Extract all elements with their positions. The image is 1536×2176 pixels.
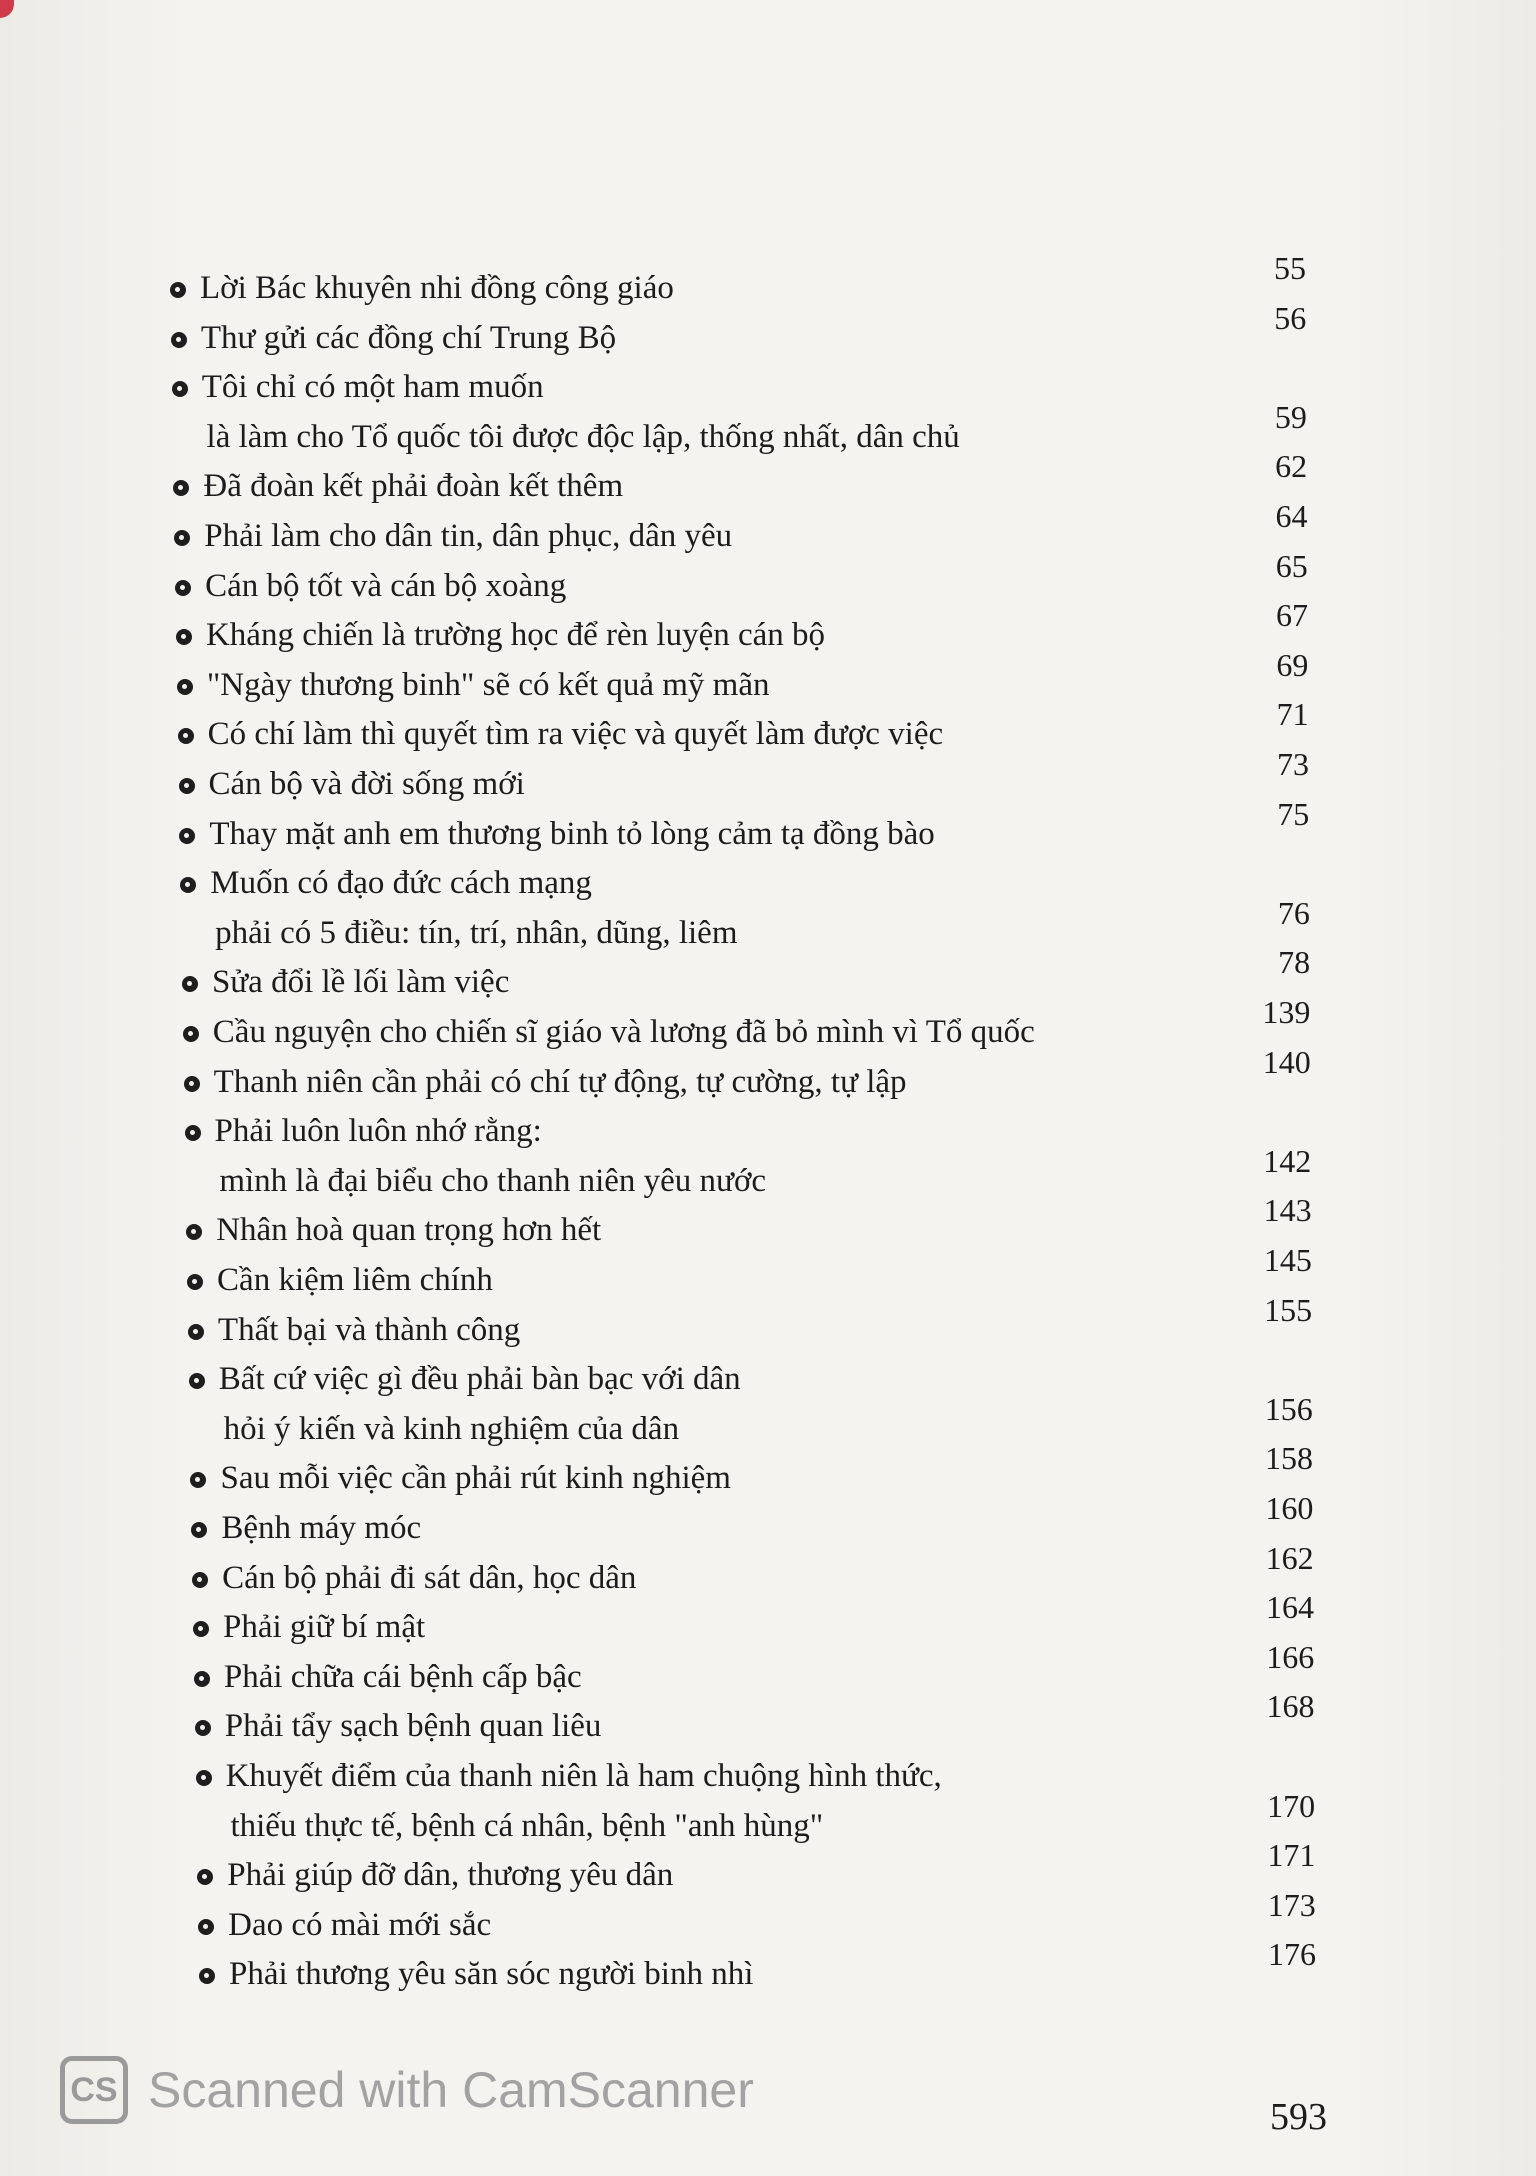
- toc-entry-title: Cán bộ và đời sống mới: [208, 766, 525, 802]
- watermark-text: Scanned with CamScanner: [148, 2062, 754, 2118]
- toc-entry-title-continued: là làm cho Tổ quốc tôi được độc lập, thống nhất, dân chủ: [206, 418, 960, 455]
- toc-entry-title: Phải luôn luôn nhớ rằng:: [214, 1113, 542, 1150]
- toc-entry-page: 78: [1278, 944, 1311, 981]
- toc-entry-title: Thư gửi các đồng chí Trung Bộ: [200, 319, 617, 356]
- toc-entry-page: 156: [1264, 1390, 1313, 1427]
- toc-entry-page: 140: [1262, 1043, 1311, 1080]
- toc-entry-page: 160: [1265, 1490, 1314, 1526]
- toc-entry-title: Muốn có đạo đức cách mạng: [210, 865, 592, 902]
- toc-entry-title: Bệnh máy móc: [221, 1510, 422, 1546]
- toc-entry-title: Có chí làm thì quyết tìm ra việc và quyết làm được việc: [207, 716, 944, 753]
- toc-entry-page: 142: [1263, 1142, 1312, 1179]
- toc-entry-title: Phải thương yêu săn sóc người binh nhì: [229, 1956, 754, 1993]
- toc-entry-title: Thay mặt anh em thương binh tỏ lòng cảm tạ đồng bào: [209, 815, 935, 852]
- toc-entry-title: Tôi chỉ có một ham muốn: [201, 369, 544, 406]
- bullet-icon: [195, 1720, 211, 1736]
- toc-entry-title: Cán bộ tốt và cán bộ xoàng: [205, 567, 567, 604]
- bullet-icon: [193, 1621, 209, 1637]
- toc-entry-title: Thất bại và thành công: [217, 1311, 521, 1348]
- toc-entry-page: 176: [1268, 1936, 1316, 1973]
- toc-entry-page: 65: [1275, 547, 1308, 584]
- toc-entry-title: Bất cứ việc gì đều phải bàn bạc với dân: [218, 1361, 741, 1398]
- toc-entry-title: Thanh niên cần phải có chí tự động, tự cường, tự lập: [213, 1063, 907, 1100]
- toc-entry-page: 59: [1274, 398, 1307, 435]
- toc-entry-title-continued: phải có 5 điều: tín, trí, nhân, dũng, liêm: [215, 914, 738, 951]
- toc-entry-page: 171: [1267, 1837, 1316, 1874]
- toc-entry-page: 55: [1274, 250, 1306, 286]
- bullet-icon: [198, 1919, 214, 1935]
- toc-entry-page: 168: [1266, 1688, 1315, 1725]
- bullet-icon: [171, 332, 187, 348]
- toc-entry-page: 173: [1267, 1886, 1316, 1923]
- bullet-icon: [197, 1869, 213, 1885]
- toc-entry-title: Cầu nguyện cho chiến sĩ giáo và lương đã bỏ mình vì Tổ quốc: [212, 1014, 1035, 1050]
- toc-entry-title: Dao có mài mới sắc: [228, 1906, 492, 1943]
- bullet-icon: [175, 580, 191, 596]
- toc-entry-title: Nhân hoà quan trọng hơn hết: [216, 1212, 602, 1249]
- toc-entry-page: 166: [1266, 1638, 1315, 1675]
- bullet-icon: [178, 728, 194, 744]
- toc-entry-page: 75: [1277, 795, 1310, 832]
- bullet-icon: [191, 1522, 207, 1538]
- toc-entry-title: Phải giúp đỡ dân, thương yêu dân: [227, 1857, 674, 1894]
- toc-entry-title: Sửa đổi lề lối làm việc: [211, 964, 510, 1001]
- toc-entry-page: 170: [1267, 1787, 1316, 1824]
- toc-entry-page: 145: [1263, 1242, 1312, 1278]
- toc-entry-page: 71: [1276, 696, 1309, 733]
- toc-entry-page: 62: [1275, 448, 1308, 485]
- bullet-icon: [177, 679, 193, 695]
- bullet-icon: [187, 1274, 203, 1290]
- toc-entry-title: Phải tẩy sạch bệnh quan liêu: [224, 1708, 602, 1745]
- page-number: 593: [1270, 2096, 1327, 2138]
- toc-entry-title-continued: mình là đại biểu cho thanh niên yêu nước: [219, 1162, 767, 1199]
- camscanner-watermark: [60, 2055, 754, 2125]
- bullet-icon: [176, 629, 192, 645]
- bullet-icon: [174, 530, 190, 546]
- bullet-icon: [179, 828, 195, 844]
- toc-entry-title: Kháng chiến là trường học để rèn luyện cán bộ: [205, 617, 826, 654]
- toc-entry-title: Đã đoàn kết phải đoàn kết thêm: [203, 468, 624, 505]
- bullet-icon: [190, 1472, 206, 1488]
- toc-entry-title: Phải giữ bí mật: [223, 1609, 426, 1646]
- bullet-icon: [189, 1373, 205, 1389]
- toc-entry-page: 162: [1265, 1539, 1314, 1576]
- toc-entry-title: Khuyết điểm của thanh niên là ham chuộng hình thức,: [225, 1758, 942, 1794]
- bullet-icon: [192, 1572, 208, 1588]
- toc-entry-page: 164: [1265, 1589, 1314, 1626]
- bullet-icon: [179, 778, 195, 794]
- bullet-icon: [180, 877, 196, 893]
- toc-entry-page: 64: [1275, 498, 1308, 534]
- toc-entry-page: 56: [1274, 299, 1307, 336]
- toc-entry-page: 76: [1277, 894, 1310, 931]
- toc-entry-page: 73: [1276, 746, 1309, 782]
- toc-entry-page: 155: [1264, 1291, 1313, 1328]
- toc-entry-page: 158: [1265, 1440, 1314, 1477]
- bullet-icon: [186, 1224, 202, 1240]
- bullet-icon: [170, 282, 186, 298]
- bullet-icon: [185, 1125, 201, 1141]
- toc-entry-title: Sau mỗi việc cần phải rút kinh nghiệm: [220, 1460, 731, 1497]
- bullet-icon: [194, 1671, 210, 1687]
- toc-entry-title: Cần kiệm liêm chính: [217, 1262, 493, 1298]
- toc-entry-page: 143: [1263, 1192, 1312, 1229]
- toc-entry-title-continued: hỏi ý kiến và kinh nghiệm của dân: [223, 1410, 680, 1447]
- toc-entry-page: 67: [1276, 597, 1309, 634]
- toc-entry-title: Lời Bác khuyên nhi đồng công giáo: [200, 270, 674, 306]
- bullet-icon: [196, 1770, 212, 1786]
- bullet-icon: [184, 1076, 200, 1092]
- camscanner-logo-icon: CS: [60, 2056, 128, 2124]
- bullet-icon: [188, 1324, 204, 1340]
- bullet-icon: [173, 480, 189, 496]
- toc-entry-page: 139: [1262, 994, 1311, 1030]
- toc-entry-title: Phải làm cho dân tin, dân phục, dân yêu: [204, 518, 733, 554]
- bullet-icon: [199, 1968, 215, 1984]
- bullet-icon: [172, 381, 188, 397]
- bullet-icon: [183, 1026, 199, 1042]
- toc-entry-title: Phải chữa cái bệnh cấp bậc: [223, 1658, 582, 1695]
- toc-entry-page: 69: [1276, 646, 1309, 683]
- toc-entry-title-continued: thiếu thực tế, bệnh cá nhân, bệnh "anh hùng": [230, 1807, 824, 1844]
- toc-entry-title: "Ngày thương binh" sẽ có kết quả mỹ mãn: [206, 666, 770, 703]
- toc-entry-title: Cán bộ phải đi sát dân, học dân: [222, 1559, 637, 1596]
- bullet-icon: [182, 976, 198, 992]
